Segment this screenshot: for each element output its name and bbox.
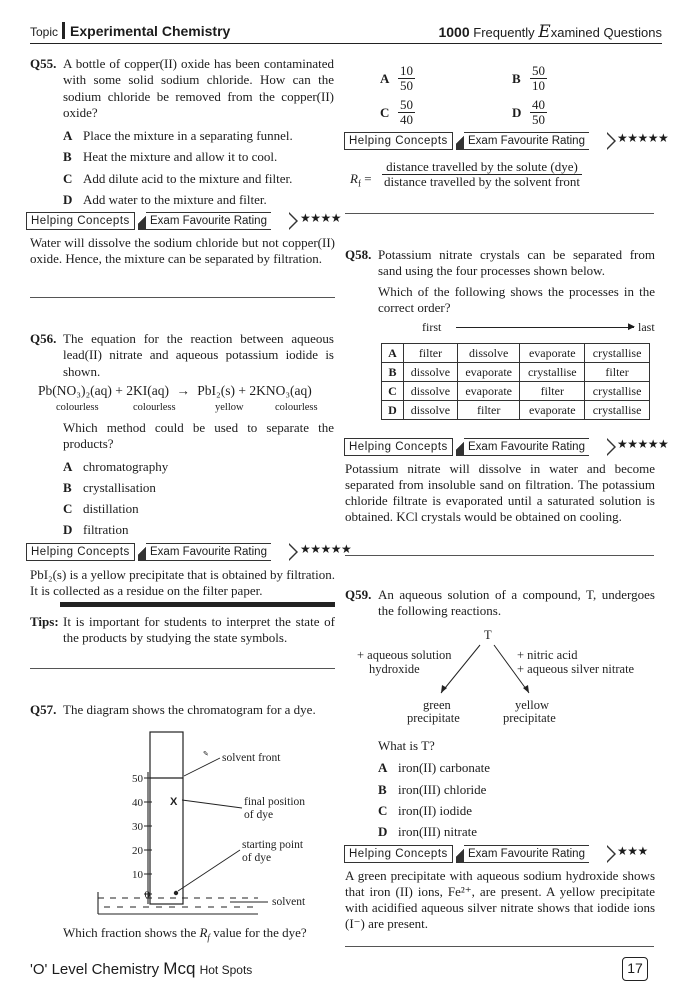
topic-title: Experimental Chemistry [70, 23, 231, 39]
tick-label: 0 [144, 889, 150, 901]
option-a: A Place the mixture in a separating funnel. [63, 128, 293, 143]
process-table [381, 343, 650, 420]
tick-label: 20 [132, 845, 143, 857]
divider [345, 946, 654, 947]
topic-heading [30, 22, 230, 41]
colour-label: colourless [56, 402, 99, 413]
question-number: Q57. [30, 702, 57, 717]
rating-label: Exam Favourite Rating [464, 438, 589, 456]
option-c: C $\frac{50}{40}$ [380, 97, 413, 128]
footer-mcq: Mcq [163, 959, 196, 978]
option-b: B $\frac{50}{10}$ [512, 63, 545, 94]
topic-label: Topic [30, 25, 59, 39]
divider [345, 555, 654, 556]
table-row: B dissolve evaporate crystallise filter [382, 363, 650, 382]
footer-title: 'O' Level Chemistry [30, 961, 160, 978]
arrow-icon [289, 212, 298, 230]
colour-label: colourless [133, 402, 176, 413]
option-c: C iron(II) iodide [378, 802, 473, 818]
helping-concepts-label: Helping Concepts [26, 543, 135, 561]
paper-strip [150, 732, 183, 904]
star-rating: ★★★ [617, 844, 648, 858]
book-title [438, 22, 662, 43]
order-arrow [398, 320, 656, 334]
star-rating: ★★★★★ [300, 542, 352, 556]
table-row: D dissolve filter evaporate crystallise [382, 401, 650, 420]
arrow-line [456, 327, 634, 328]
question-text: A bottle of copper(II) oxide has been contaminated with some solid sodium chloride. How can the sodium chloride be removed from the copper(II) oxide? [63, 56, 334, 120]
tick-label: 40 [132, 797, 143, 809]
page-footer [30, 958, 252, 980]
q57-options [380, 60, 580, 126]
book-title-initial: E [538, 22, 551, 42]
divider [30, 668, 335, 669]
left-product: precipitate [407, 711, 460, 725]
star-rating: ★★★★★ [617, 437, 669, 451]
question-55 [30, 56, 334, 208]
left-reagent: + aqueous solution [357, 648, 452, 662]
option-a: A $\frac{10}{50}$ [380, 63, 413, 94]
helping-concepts-bar [344, 437, 669, 457]
helping-concepts-bar [26, 211, 342, 231]
star-rating: ★★★★ [300, 211, 342, 225]
starting-point-label: of dye [242, 852, 272, 864]
option-b: B Heat the mixture and allow it to cool. [63, 149, 278, 165]
helping-concepts-bar [344, 844, 664, 864]
question-text: An aqueous solution of a compound, T, undergoes the following reactions. [378, 587, 655, 619]
leader-line [178, 850, 240, 891]
divider [30, 297, 335, 298]
question-56-body [30, 420, 334, 539]
right-reagent: + nitric acid [517, 648, 578, 662]
option-d: D Add water to the mixture and filter. [63, 191, 267, 207]
helping-concepts-bar [26, 542, 352, 562]
question-text: Potassium nitrate crystals can be separated from sand using the four processes shown below. [378, 247, 655, 279]
solvent-front-label: solvent front [222, 752, 281, 764]
question-56 [30, 331, 334, 380]
rating-label: Exam Favourite Rating [464, 132, 589, 150]
arrow-icon [607, 845, 616, 863]
rating-label: Exam Favourite Rating [464, 845, 589, 863]
chromatogram-diagram [90, 728, 340, 918]
option-a: A chromatography [63, 458, 169, 474]
table-row: C dissolve evaporate filter crystallise [382, 382, 650, 401]
leader-line [184, 758, 220, 776]
question-57 [30, 702, 334, 718]
right-reagent: + aqueous silver nitrate [517, 662, 635, 676]
flag-icon [138, 212, 146, 230]
colour-label: yellow [215, 402, 244, 413]
star-rating: ★★★★★ [617, 131, 669, 145]
starting-dot [174, 891, 178, 895]
reaction-scheme-diagram [345, 625, 660, 730]
arrow-icon [607, 438, 616, 456]
compound-t: T [484, 628, 492, 642]
option-c: C distillation [63, 501, 139, 516]
answer-55: Water will dissolve the sodium chloride but not copper(II) oxide. Hence, the mixture can be separated by filtration. [30, 235, 335, 266]
option-b: B iron(III) chloride [378, 781, 487, 797]
rating-label: Exam Favourite Rating [146, 212, 271, 230]
option-d: D iron(III) nitrate [378, 824, 478, 839]
helping-concepts-label: Helping Concepts [344, 438, 453, 456]
leader-line [182, 800, 242, 808]
last-label: last [638, 320, 655, 334]
chemical-equation: Pb(NO₃)₂(aq) + 2KI(aq) → PbI₂(s) + 2KNO₃(aq) [38, 383, 312, 398]
question-prompt: Which of the following shows the processes in the correct order? [378, 283, 655, 315]
question-58 [345, 247, 655, 316]
book-title-number: 1000 [438, 24, 470, 40]
question-prompt: What is T? [378, 738, 435, 753]
divider [345, 213, 654, 214]
book-title-end: xamined Questions [550, 25, 662, 40]
flag-icon [456, 438, 464, 456]
answer-59: A green precipitate with aqueous sodium hydroxide shows that iron (II) ions, Fe²⁺, are present. A yellow precipitate with acidified aqueous silver nitrate shows that iodide ions (I⁻) are present. [345, 868, 655, 931]
flag-icon [138, 543, 146, 561]
left-reagent: hydroxide [369, 662, 420, 676]
colour-label: colourless [275, 402, 318, 413]
state-colours [0, 401, 340, 415]
question-number: Q58. [345, 247, 372, 262]
answer-58: Potassium nitrate will dissolve in water and become separated from insoluble sand on filtration. The potassium chloride filtrate is evaporated until a saturated solution is obtained. KCl crystals would be obtained on cooling. [345, 461, 655, 524]
final-position-label: final position [244, 796, 306, 808]
question-59 [345, 587, 655, 620]
option-d: D filtration [63, 522, 129, 538]
option-c: C Add dilute acid to the mixture and filter. [63, 170, 293, 186]
tick-label: 30 [132, 821, 143, 833]
option-d: D $\frac{40}{50}$ [512, 97, 545, 128]
question-text: The diagram shows the chromatogram for a dye. [63, 702, 316, 717]
left-product: green [423, 698, 451, 712]
divider [62, 22, 65, 39]
tips-text: It is important for students to interpret the state of the products by studying the state symbols. [63, 614, 335, 646]
question-number: Q56. [30, 331, 57, 346]
tips-divider [60, 602, 335, 607]
helping-concepts-label: Helping Concepts [26, 212, 135, 230]
flag-icon [456, 845, 464, 863]
table-row: A filter dissolve evaporate crystallise [382, 344, 650, 363]
question-59-body [345, 738, 655, 840]
footer-subtitle: Hot Spots [199, 963, 253, 977]
solvent-label: solvent [272, 896, 306, 908]
tips-block [30, 614, 335, 647]
dye-final-mark: X [170, 796, 178, 808]
arrow-head-icon: ▶ [628, 321, 635, 331]
right-product: yellow [515, 698, 550, 712]
option-a: A iron(II) carbonate [378, 760, 491, 776]
tick-label: 10 [132, 869, 143, 881]
page-header [30, 20, 662, 44]
book-title-word: Frequently [473, 25, 535, 40]
helping-concepts-label: Helping Concepts [344, 845, 453, 863]
right-product: precipitate [503, 711, 556, 725]
first-label: first [422, 320, 442, 334]
question-text: The equation for the reaction between aqueous lead(II) nitrate and aqueous potassium iodide is shown. [63, 331, 334, 379]
tick-label: 50 [132, 773, 143, 785]
answer-56: PbI₂(s) is a yellow precipitate that is obtained by filtration. It is collected as a residue on the filter paper. [30, 567, 335, 598]
question-57-prompt: Which fraction shows the $R_f$ value for the dye? [63, 925, 307, 943]
starting-point-label: starting point [242, 839, 304, 851]
final-position-label: of dye [244, 809, 274, 821]
flag-icon [456, 132, 464, 150]
arrow-icon [607, 132, 616, 150]
helping-concepts-bar [344, 131, 669, 151]
page-number: 17 [622, 957, 648, 981]
option-b: B crystallisation [63, 479, 156, 495]
rating-label: Exam Favourite Rating [146, 543, 271, 561]
helping-concepts-label: Helping Concepts [344, 132, 453, 150]
question-number: Q55. [30, 56, 57, 71]
question-number: Q59. [345, 587, 372, 602]
arrow-icon [289, 543, 298, 561]
pencil-icon: ✎ [203, 750, 209, 758]
question-text: Which method could be used to separate the products? [63, 420, 334, 452]
tips-label: Tips: [30, 614, 59, 629]
